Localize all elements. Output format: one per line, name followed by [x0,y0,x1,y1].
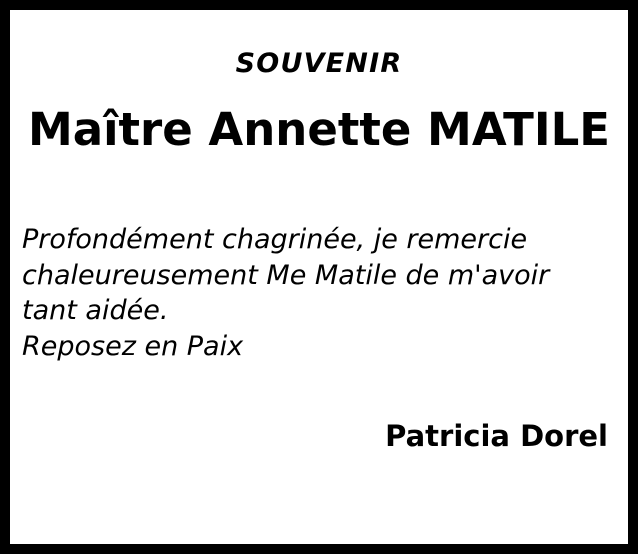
deceased-name: Maître Annette MATILE [27,103,611,156]
notice-kicker: SOUVENIR [235,48,403,79]
message-line: tant aidée. [22,295,169,327]
memorial-notice-card [10,10,628,544]
message-line: chaleureusement Me Matile de m'avoir [22,259,550,291]
notice-signature: Patricia Dorel [385,418,608,453]
message-line: Reposez en Paix [22,330,244,362]
notice-message [10,222,628,365]
message-line: Profondément chagrinée, je remercie [22,224,528,255]
